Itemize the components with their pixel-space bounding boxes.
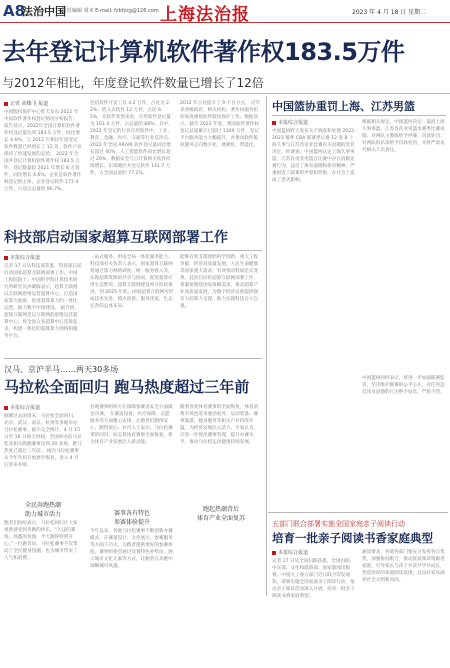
article-column-1b: 跑者们纷纷表示，马拉松回归让大家重新感受到奔跑的快乐。“久违的赛场，熟悉的氛围，今天跑得特别开心。”一位跑者说。马拉松赛事不仅带动了全民健身热潮，也为城市带来了人气和消费。 (4, 521, 78, 561)
right-column-1: 中国篮协昨天发布关于调查和处理 2022-2023 赛季 CBA 联赛季后赛 12 进 8 上海久事与江苏肯帝亚比赛有关问题的处罚决定。经调查，中国篮协认定上海久事男篮、江苏肯帝亚男篮在比赛中存在消极比赛行为，违反了体育道德和体育精神，严重损害了联赛的声誉和形象，在社会上造成了恶劣影响。 (272, 129, 356, 183)
right-headline: 培育一批亲子阅读书香家庭典型 (272, 531, 433, 545)
article-subhead: 赛事各有特色 (113, 510, 150, 517)
article-subhead: 全民奔跑热潮 (24, 502, 61, 509)
lead-column-1: 中国版权保护中心昨天发布 2022 年中国软件著作权登记情况分析报告。报告显示，2022年全国计算机软件著作权登记量达到 183.5 万件，同比增长 4.6%，与 2012 年相比年度登记软件数量已经增长了 12 倍，软件产业保持了快速发展的态势。 2022 年全国共登记计算机软件著作权 183.5 万件，登记数量较 2021 年增长 8 万余件，同比增长 4.6%。企业是软件著作权登记的主体，企业登记软件 177.4 万件，占登记总量的 96.7%。 (4, 110, 82, 192)
divider (268, 512, 448, 513)
lead-subhead: 与2012年相比，年度登记软件数量已增长了12倍 (2, 76, 264, 90)
right-byline: 本报综合报道 (272, 119, 308, 126)
lead-column-3: 2012 年占比提升了 9 个百分点。 近年来各级政府、相关机构、著作权服务机构高度重视软件版权保护工作。数据显示，截至 2022 年底，我国软件著作权登记总量累计已超过 1300 万件，登记平台服务能力大幅提升，并推动软件版权服务走向数字化、便捷化、智能化。 (180, 101, 261, 148)
article-subhead: 助力城市活力 (24, 511, 61, 518)
article-column-1: 刚刚过去的周末，马拉松全面回归，北京、武汉、南京、杭州等多地举办马拉松赛事。据不完全统计，4 月 15 日至 16 日两天时间，全国举办的马拉松及相关路跑赛事达到 30 多场，跑马热度已超过三年前。 国内马拉松赛事从今年年初开始逐步恢复，进入 4 月后迎来井喷。 (4, 414, 82, 468)
right-column-2: 通知要求，各地各部门要充分发挥各自优势，加强协同配合，推动优质阅读资源进家庭，引导家长与孩子共读共学共成长，营造浓厚的家庭阅读氛围，以良好家风涵养社会文明新风尚。 (362, 550, 445, 583)
section-name: 法治中国 (22, 5, 66, 18)
article-column-1: 记者 17 日从科技部获悉，科技部日前启动国家超算互联网部署工作。中国工程院院士、中国科学院计算技术研究所研究员孙凝晖表示，超算互联网以互联网思维运营超算中心，打造国家算力底座，促进超算算力的一体化运营，助力数字中国建设。 据介绍，超算互联网是以互联网的思维运营超算中心，将全国众多超算中心连接起来，构建一体化的超算算力网络和服务平台。 (4, 264, 82, 339)
right-headline: 中国篮协重罚上海、江苏男篮 (272, 100, 415, 113)
divider (4, 250, 262, 251)
divider (272, 115, 446, 116)
article-headline: 马拉松全面回归 跑马热度超过三年前 (4, 378, 250, 396)
article-column-2: 各地赛事组织方在保障参赛者安全方面做足功课。 在赛道设置、医疗保障、志愿服务等方面精心安排，让跑者们跑得安心、跑得放心。业内人士表示，马拉松赛事的回归，标志着体育赛事全面恢复，将为体育产业发展注入新动能。 (90, 405, 173, 445)
lead-byline: 记者 胡蝶飞 报道 (4, 100, 48, 107)
lead-headline: 去年登记计算机软件著作权183.5万件 (2, 38, 405, 66)
article-byline: 本报综合报道 (4, 254, 40, 261)
article-kicker: 汉马、京沪半马……两天30多场 (4, 365, 119, 374)
article-subhead: 体育产业全面复苏 (196, 515, 245, 522)
article-byline: 本报综合报道 (4, 404, 40, 411)
article-headline: 科技部启动国家超算互联网部署工作 (4, 230, 228, 246)
right-column-2: 根据相关规定，中国篮协决定：取消上海久事男篮、江苏肯帝亚男篮本赛季比赛成绩；对两队主教练给予停赛、罚款处罚；对两队俱乐部给予罚款处罚，并将严肃追究相关人员责任。 (362, 120, 445, 153)
right-kicker: 五部门联合部署实施全国家庭亲子阅读行动 (272, 520, 405, 528)
editor-line: 责任编辑 周末 E-mail: fzbfzzg@126.com (62, 8, 159, 14)
page-number: A8 (3, 2, 26, 20)
article-subhead: 参赛体验提升 (113, 519, 150, 526)
article-column-2: 一站式服务，形成全局一体化服务能力。科技部有关负责人表示，国家超算互联网将通过算力网络调度、统一服务接入等，实现超算资源的共享与协同，促进超算应用生态繁荣。超算互联网建设将分阶段推进，到 2025 年底，国家超算互联网可形成技术先进、模式创新、服务优质、生态完善的总体布局。 (90, 255, 174, 309)
right-byline: 本报综合报道 (272, 549, 308, 556)
newspaper-logo: 上海法治报 (160, 5, 250, 25)
lead-column-2: 包括软件开发工具 4.2 万件，占比为 2.2%；嵌入式软件 12 万件，占比 6.5%。从软件类型来看，应用软件登记量为 161.4 万件，占总量的 88%；其中，2022 年登记的行业应用软件中，工业、教育、金融、医疗、交通等行业是热点。 2022 年全国 AR/VR 软件登记量同比增长超过 40%，人工智能软件同比增长超过 20%，数据安全与云计算相关软件持续增长。东部地区共登记软件 141.7 万件，占全国总量的 77.2%。 (90, 101, 173, 176)
article-column-3: 随着各类体育赛事的全面恢复，体育消费市场也迎来强劲复苏。运动装备、赛事旅游、健身服务等相关产业持续升温，为经济发展注入活力。专家认为，应进一步规范赛事管理，提升办赛水平，推动马拉松运动健康持续发展。 (180, 405, 259, 445)
article-column-2b: 今年以来，各地马拉松赛事不断创新办赛模式，在赛道设计、文化展示、参赛服务等方面下功夫，为跑者提供更好的参赛体验。赛事组委会通过设置特色补给站、展示城市文化元素等方式，让跑者在奔跑中领略城市风貌。 (90, 529, 173, 569)
right-column-1: 记者 17 日从全国妇联获悉，全国妇联、中宣部、文化和旅游部、国家新闻出版署、中国关工委五部门近日联合印发通知，部署实施全国家庭亲子阅读行动，推动亲子阅读活动深入开展，培育一批亲子阅读书香家庭典型。 (272, 559, 355, 599)
column-divider (266, 96, 267, 596)
right-column-3: 中国篮协同时表示，将进一步加强联赛监管，坚决维护联赛的公平公正，对任何违反体育道德的行为绝不姑息、严惩不贷。 (362, 376, 445, 395)
article-column-3: 能够有效支撑原始科学创新、重大工程突破、经济高质量发展、人民生命健康等国家重大需求，有效推动科研范式变革。此次启动的超算互联网部署工作，将紧密围绕国家战略需求，推动超算产业高质量发展，为数字经济发展提供强有力的算力支撑，助力实现科技自立自强。 (180, 255, 259, 309)
article-subhead: 跑起热潮背后 (202, 506, 239, 513)
divider (0, 93, 450, 94)
divider (4, 358, 262, 359)
issue-date: 2023 年 4 月 18 日 星期二 (352, 9, 427, 16)
